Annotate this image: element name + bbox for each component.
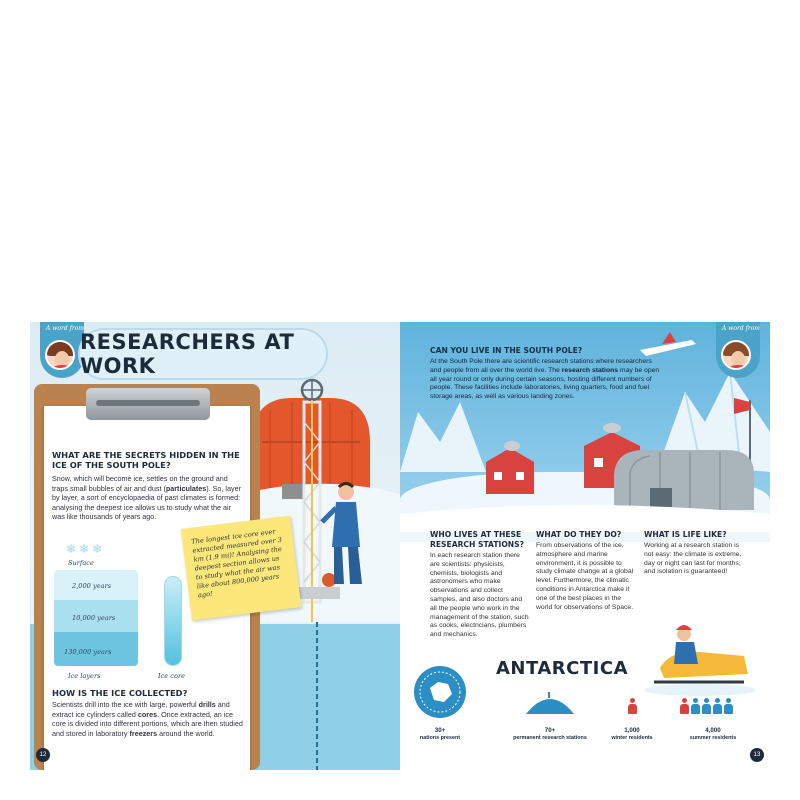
who-body: In each research station there are scientists: physicists, chemists, biologists and astronomers who make observations and collect samples, and also doctors and all the people who work in the management of the station, such as cooks, electricians, plumbers and mechanics. bbox=[430, 552, 529, 639]
collected-bold-2: cores bbox=[137, 709, 158, 719]
caption-ice-layers: Ice layers bbox=[68, 672, 101, 680]
station-dome-icon bbox=[522, 690, 578, 718]
snowflake-icons: ❄❄❄ bbox=[66, 542, 106, 556]
stat-value-summer: 4,000 bbox=[705, 727, 721, 734]
layer-label-2: 10,000 years bbox=[72, 614, 116, 622]
group-head-4 bbox=[715, 698, 720, 703]
secrets-body bbox=[52, 474, 244, 522]
avatar-shirt bbox=[51, 365, 73, 370]
window-2 bbox=[516, 472, 524, 480]
group-person-2 bbox=[691, 698, 700, 714]
collected-text-4: around the world. bbox=[157, 728, 215, 738]
satellite-dish-2 bbox=[603, 423, 621, 433]
what-heading: WHAT DO THEY DO? bbox=[536, 530, 622, 539]
secrets-bold: particulates bbox=[165, 483, 207, 493]
group-head-2 bbox=[693, 698, 698, 703]
group-person-1 bbox=[680, 698, 689, 714]
person-icon bbox=[628, 698, 637, 714]
page-number-right: 13 bbox=[750, 748, 764, 762]
left-page bbox=[30, 322, 400, 770]
who-heading: WHO LIVES AT THESE RESEARCH STATIONS? bbox=[430, 530, 525, 549]
collected-bold-1: drills bbox=[198, 700, 216, 709]
rider-hat bbox=[676, 625, 692, 630]
collected-bold-3: freezers bbox=[129, 728, 158, 738]
a-word-from-badge-right bbox=[716, 322, 760, 378]
storage-box bbox=[282, 484, 304, 499]
live-text-1: At the South Pole there are scientific research stations where researchers and people from all over the world live. The bbox=[430, 358, 652, 374]
sticky-note-text: The longest ice core ever extracted measured over 3 km (1.9 mi)! Analysing the deepest section allows us to study what the air was like about 800,000 years ago! bbox=[190, 527, 283, 600]
group-body-1 bbox=[680, 704, 689, 714]
right-page bbox=[400, 322, 770, 770]
live-heading: CAN YOU LIVE IN THE SOUTH POLE? bbox=[430, 346, 583, 355]
group-person-3 bbox=[702, 698, 711, 714]
research-station-buildings bbox=[400, 422, 770, 532]
antarctica-title: ANTARCTICA bbox=[496, 658, 628, 679]
author-avatar-right bbox=[721, 340, 751, 370]
person-body bbox=[628, 704, 637, 714]
people-group-icon bbox=[680, 698, 746, 714]
secrets-text-2: ). So, layer by layer, a sort of encyclopaedia of past climates is formed: analysing the deepest ice allows us to study what the air was like thousands of years ago. bbox=[52, 483, 241, 522]
page-number-left: 12 bbox=[36, 748, 50, 762]
badge-label: A word from bbox=[46, 325, 84, 332]
life-body: Working at a research station is not easy: the climate is extreme, day or night can last for months, and isolation is guaranteed! bbox=[644, 542, 742, 576]
collected-heading: HOW IS THE ICE COLLECTED? bbox=[52, 688, 188, 698]
antarctica-globe bbox=[410, 662, 470, 722]
avatar-shirt-right bbox=[727, 365, 749, 370]
stat-value-stations: 70+ bbox=[544, 727, 556, 734]
collected-body bbox=[52, 700, 246, 738]
group-person-4 bbox=[713, 698, 722, 714]
snowmobile-body bbox=[660, 652, 748, 678]
group-person-5 bbox=[724, 698, 733, 714]
person-head bbox=[630, 698, 635, 703]
badge-label-right: A word from bbox=[722, 325, 760, 332]
airplane-tail bbox=[662, 332, 676, 344]
group-body-3 bbox=[702, 704, 711, 714]
group-head-5 bbox=[726, 698, 731, 703]
window-1 bbox=[494, 472, 502, 480]
grey-hangar bbox=[614, 450, 754, 510]
snowmobile-shadow bbox=[644, 684, 756, 696]
group-body-2 bbox=[691, 704, 700, 714]
group-head-1 bbox=[682, 698, 687, 703]
snowmobile-illustration bbox=[640, 616, 760, 698]
dome-antenna bbox=[548, 692, 550, 698]
live-text-2: may be open all year round or only during certain seasons, hosting different numbers of people. These facilities include laboratories, living quarters, food and fuel storage areas, as well as various landing zones. bbox=[430, 366, 660, 401]
red-building-small bbox=[486, 448, 534, 494]
collected-text-2: and extract ice cylinders called bbox=[52, 700, 230, 719]
layer-label-1: 2,000 years bbox=[72, 582, 112, 590]
group-body-4 bbox=[713, 704, 722, 714]
stat-label-stations: permanent research stations bbox=[513, 735, 587, 741]
page-title: RESEARCHERS AT WORK bbox=[80, 330, 295, 378]
collected-text-1: Scientists drill into the ice with large, powerful bbox=[52, 700, 199, 709]
author-avatar bbox=[45, 340, 75, 370]
collected-text-3: . Once extracted, an ice core is divided into different portions, which are then studied and stored in laboratory bbox=[52, 709, 243, 738]
book-spread bbox=[30, 322, 770, 770]
stat-label-summer: summer residents bbox=[689, 735, 737, 741]
rider-jacket bbox=[674, 642, 698, 664]
drill-motor bbox=[322, 573, 336, 587]
clipboard-clip bbox=[86, 388, 210, 420]
clip-bar bbox=[96, 400, 200, 406]
stat-label-nations: nations present bbox=[419, 735, 461, 741]
secrets-heading: WHAT ARE THE SECRETS HIDDEN IN THE ICE OF THE SOUTH POLE? bbox=[52, 450, 240, 470]
dome-shape bbox=[526, 699, 574, 714]
satellite-dish-1 bbox=[504, 441, 520, 451]
live-bold: research stations bbox=[561, 366, 619, 374]
group-head-3 bbox=[704, 698, 709, 703]
sticky-note bbox=[181, 516, 301, 621]
stat-value-winter: 1,000 bbox=[624, 727, 640, 734]
surface-label: Surface bbox=[68, 559, 94, 567]
stat-label-winter: winter residents bbox=[611, 735, 653, 741]
caption-ice-core: Ice core bbox=[158, 672, 186, 680]
layer-label-3: 130,000 years bbox=[64, 648, 112, 656]
what-body: From observations of the ice, atmosphere and marine environment, it is possible to study climate change at a global level. Furthermore, the climatic conditions in Antarctica make it one of the best places in the world for observations of Space. bbox=[536, 542, 634, 611]
page-title-banner bbox=[78, 328, 328, 380]
window-3 bbox=[594, 458, 603, 467]
ice-core-cylinder bbox=[164, 576, 182, 666]
secrets-text-1: Snow, which will become ice, settles on the ground and traps small bubbles of air and dust ( bbox=[52, 474, 228, 493]
group-body-5 bbox=[724, 704, 733, 714]
live-body bbox=[430, 358, 662, 402]
life-heading: WHAT IS LIFE LIKE? bbox=[644, 530, 727, 539]
stat-value-nations: 30+ bbox=[434, 727, 446, 734]
